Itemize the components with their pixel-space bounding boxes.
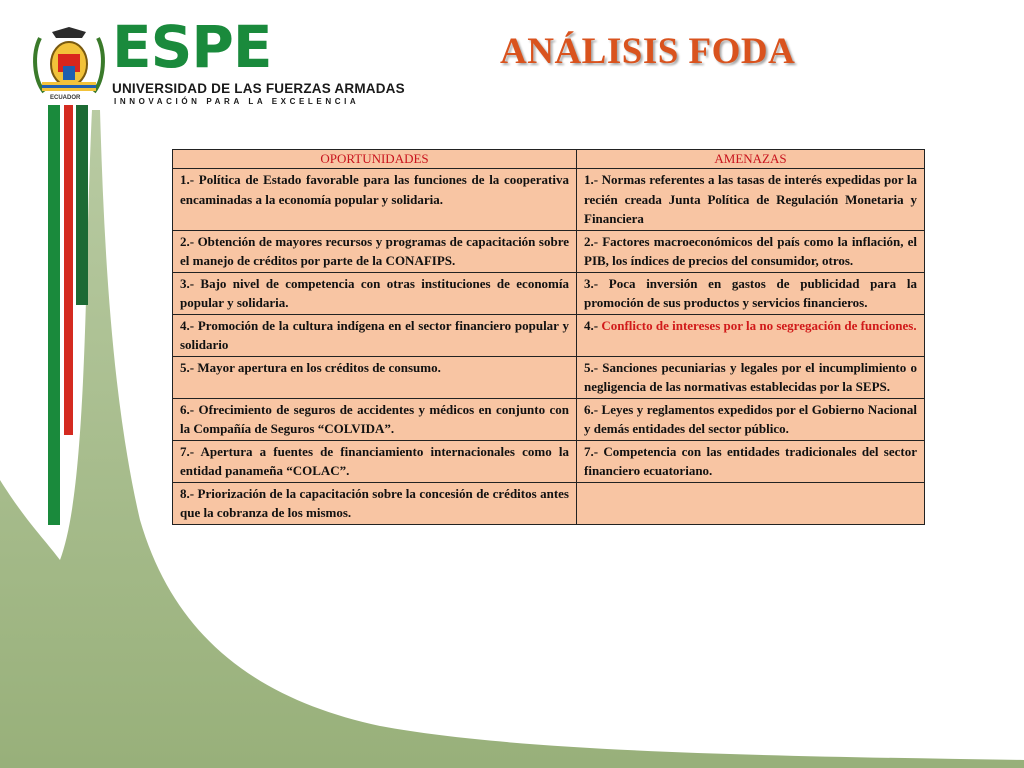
threat-cell: 6.- Leyes y reglamentos expedidos por el Gobierno Nacional y demás entidades del sector público.	[577, 398, 925, 440]
table-row	[173, 314, 925, 356]
opportunity-cell: 7.- Apertura a fuentes de financiamiento internacionales como la entidad panameña “COLAC”.	[173, 440, 577, 482]
opportunity-cell: 3.- Bajo nivel de competencia con otras instituciones de economía popular y solidaria.	[173, 272, 577, 314]
table-row	[173, 398, 925, 440]
slide-title: ANÁLISIS FODA	[500, 31, 796, 72]
threat-highlight-text: Conflicto de intereses por la no segregación de funciones.	[601, 317, 917, 333]
flag-stripe-green	[48, 105, 60, 525]
logo-espe-text: ESPE	[112, 13, 272, 81]
opportunity-cell: 4.- Promoción de la cultura indígena en el sector financiero popular y solidario	[173, 314, 577, 356]
table-row	[173, 356, 925, 398]
header-opportunities: OPORTUNIDADES	[173, 150, 577, 169]
table-row	[173, 482, 925, 524]
table-row	[173, 272, 925, 314]
threat-cell	[577, 314, 925, 356]
logo-country: ECUADOR	[50, 95, 81, 101]
opportunity-cell: 6.- Ofrecimiento de seguros de accidentes y médicos en conjunto con la Compañía de Seguros “COLVIDA”.	[173, 398, 577, 440]
flag-stripe-red	[64, 105, 73, 435]
foda-table	[172, 149, 925, 525]
opportunity-cell: 2.- Obtención de mayores recursos y programas de capacitación sobre el manejo de créditos por parte de la CONAFIPS.	[173, 230, 577, 272]
ecuador-seal-icon	[30, 24, 108, 104]
espe-logo	[30, 13, 405, 106]
table-row	[173, 169, 925, 231]
table-row	[173, 440, 925, 482]
threat-cell: 3.- Poca inversión en gastos de publicidad para la promoción de sus productos y servicios financieros.	[577, 272, 925, 314]
opportunity-cell: 5.- Mayor apertura en los créditos de consumo.	[173, 356, 577, 398]
threat-cell: 1.- Normas referentes a las tasas de interés expedidas por la recién creada Junta Política de Regulación Monetaria y Financiera	[577, 169, 925, 231]
logo-motto: INNOVACIÓN PARA LA EXCELENCIA	[114, 97, 360, 106]
opportunity-cell: 1.- Política de Estado favorable para las funciones de la cooperativa encaminadas a la economía popular y solidaria.	[173, 169, 577, 231]
logo-university-name: UNIVERSIDAD DE LAS FUERZAS ARMADAS	[112, 81, 405, 96]
threat-cell: 7.- Competencia con las entidades tradicionales del sector financiero ecuatoriano.	[577, 440, 925, 482]
threat-cell: 5.- Sanciones pecuniarias y legales por el incumplimiento o negligencia de las normativas establecidas por la SEPS.	[577, 356, 925, 398]
flag-stripe-darkgreen	[76, 105, 88, 305]
header-threats: AMENAZAS	[577, 150, 925, 169]
threat-prefix: 4.-	[584, 317, 602, 333]
table-header-row	[173, 150, 925, 169]
threat-cell	[577, 482, 925, 524]
opportunity-cell: 8.- Priorización de la capacitación sobre la concesión de créditos antes que la cobranza de los mismos.	[173, 482, 577, 524]
table-row	[173, 230, 925, 272]
threat-cell: 2.- Factores macroeconómicos del país como la inflación, el PIB, los índices de precios del consumidor, otros.	[577, 230, 925, 272]
